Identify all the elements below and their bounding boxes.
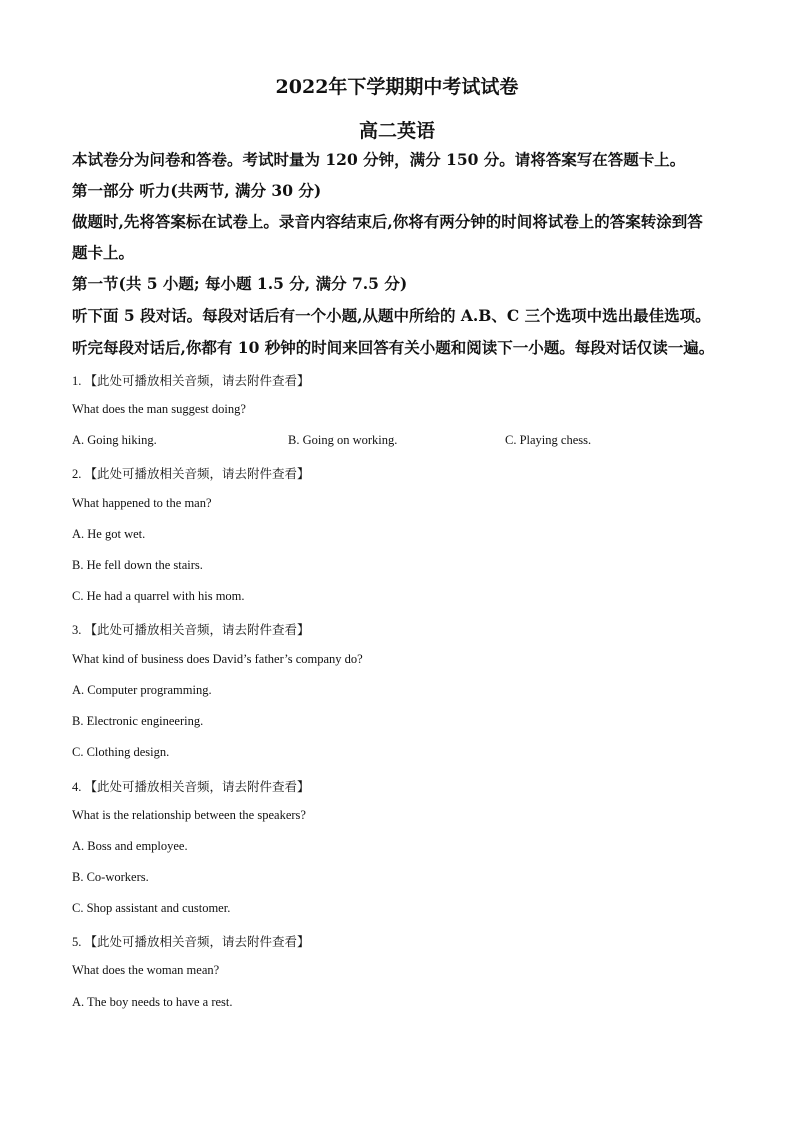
option-b: B. Electronic engineering. [72, 714, 204, 728]
question-label[interactable]: 5. 【此处可播放相关音频，请去附件查看】 [72, 935, 310, 949]
section-heading: 第一节(共 5 小题; 每小题 1.5 分, 满分 7.5 分) [72, 274, 408, 293]
question-label[interactable]: 4. 【此处可播放相关音频，请去附件查看】 [72, 780, 310, 794]
question-prompt: What does the woman mean? [72, 963, 220, 977]
option-c: C. He had a quarrel with his mom. [72, 589, 245, 603]
option-c: C. Clothing design. [72, 745, 170, 759]
question-prompt: What kind of business does David’s father’s company do? [72, 652, 363, 666]
question-prompt: What is the relationship between the speakers? [72, 808, 306, 822]
option-a: A. Computer programming. [72, 683, 212, 697]
exam-instructions: 本试卷分为问卷和答卷。考试时量为 120 分钟，满分 150 分。请将答案写在答题卡上。 [72, 150, 686, 169]
option-a: A. Going hiking. [72, 433, 157, 447]
option-b: B. Going on working. [288, 433, 398, 447]
question-label[interactable]: 1. 【此处可播放相关音频，请去附件查看】 [72, 374, 310, 388]
question-label[interactable]: 3. 【此处可播放相关音频，请去附件查看】 [72, 623, 310, 637]
option-b: B. Co-workers. [72, 870, 149, 884]
question-prompt: What happened to the man? [72, 496, 212, 510]
question-label[interactable]: 2. 【此处可播放相关音频，请去附件查看】 [72, 467, 310, 481]
part-heading: 第一部分 听力(共两节, 满分 30 分) [72, 181, 322, 200]
exam-title: 2022年下学期期中考试试卷 [275, 76, 519, 98]
exam-subtitle: 高二英语 [358, 120, 435, 142]
option-c: C. Shop assistant and customer. [72, 901, 231, 915]
option-c: C. Playing chess. [505, 433, 592, 447]
option-a: A. The boy needs to have a rest. [72, 995, 233, 1009]
section-directions: 听下面 5 段对话。每段对话后有一个小题,从题中所给的 A.B、C 三个选项中选出最佳选项。 [72, 306, 711, 325]
option-a: A. Boss and employee. [72, 839, 188, 853]
section-directions-cont: 听完每段对话后,你都有 10 秒钟的时间来回答有关小题和阅读下一小题。每段对话仅读一遍。 [72, 338, 715, 357]
listening-note: 做题时,先将答案标在试卷上。录音内容结束后,你将有两分钟的时间将试卷上的答案转涂到答 [72, 212, 703, 231]
listening-note-cont: 题卡上。 [72, 243, 135, 262]
option-b: B. He fell down the stairs. [72, 558, 203, 572]
option-a: A. He got wet. [72, 527, 146, 541]
question-prompt: What does the man suggest doing? [72, 402, 246, 416]
